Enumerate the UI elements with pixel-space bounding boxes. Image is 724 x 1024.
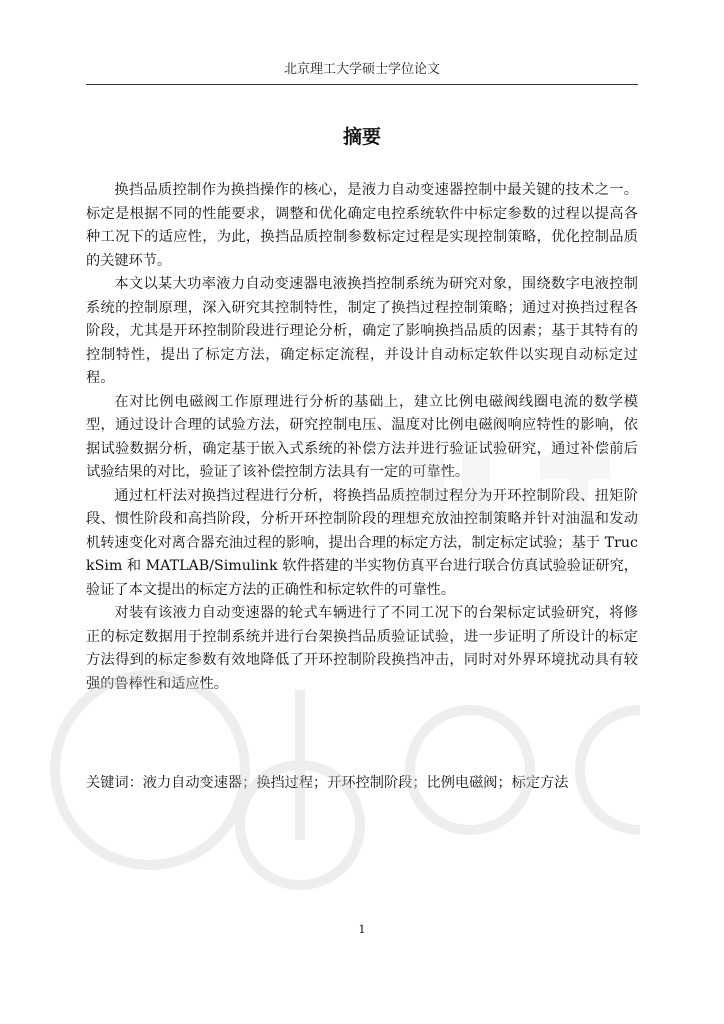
abstract-paragraph-3: 在对比例电磁阀工作原理进行分析的基础上，建立比例电磁阀线圈电流的数学模型，通过设计合理的试验方法，研究控制电压、温度对比例电磁阀响应特性的影响，依据试验数据分析，确定基于嵌入式系统的补偿方法并进行验证试验研究，通过补偿前后试验结果的对比，验证了该补偿控制方法具有一定的可靠性。 — [86, 393, 638, 480]
abstract-title: 摘要 — [342, 126, 381, 148]
abstract-paragraph-5: 对装有该液力自动变速器的轮式车辆进行了不同工况下的台架标定试验研究，将修正的标定数据用于控制系统并进行台架换挡品质验证试验，进一步证明了所设计的标定方法得到的标定参数有效地降低了开环控制阶段换挡冲击，同时对外界环境扰动具有较强的鲁棒性和适应性。 — [86, 605, 638, 692]
running-header: 北京理工大学硕士学位论文 — [283, 62, 440, 77]
keywords-line: 关键词：液力自动变速器；换挡过程；开环控制阶段；比例电磁阀；标定方法 — [86, 775, 569, 791]
abstract-body — [86, 179, 638, 696]
abstract-paragraph-2: 本文以某大功率液力自动变速器电液换挡控制系统为研究对象，围绕数字电液控制系统的控制原理，深入研究其控制特性，制定了换挡过程控制策略；通过对换挡过程各阶段，尤其是开环控制阶段进行理论分析，确定了影响换挡品质的因素；基于其特有的控制特性，提出了标定方法，确定标定流程，并设计自动标定软件以实现自动标定过程。 — [86, 276, 638, 386]
page-number: 1 — [358, 923, 366, 936]
abstract-paragraph-1: 换挡品质控制作为换挡操作的核心，是液力自动变速器控制中最关键的技术之一。标定是根据不同的性能要求，调整和优化确定电控系统软件中标定参数的过程以提高各种工况下的适应性，为此，换挡品质控制参数标定过程是实现控制策略，优化控制品质的关键环节。 — [86, 182, 638, 269]
abstract-paragraph-4: 通过杠杆法对换挡过程进行分析，将换挡品质控制过程分为开环控制阶段、扭矩阶段、惯性阶段和高挡阶段，分析开环控制阶段的理想充放油控制策略并针对油温和发动机转速变化对离合器充油过程的影响，提出合理的标定方法，制定标定试验；基于 TruckSim 和 MATLAB/Simulink 软件搭建的半实物仿真平台进行联合仿真试验验证研究，验证了本文提出的标定方法的正确性和标定软件的可靠性。 — [86, 487, 638, 598]
header-rule — [86, 84, 638, 85]
